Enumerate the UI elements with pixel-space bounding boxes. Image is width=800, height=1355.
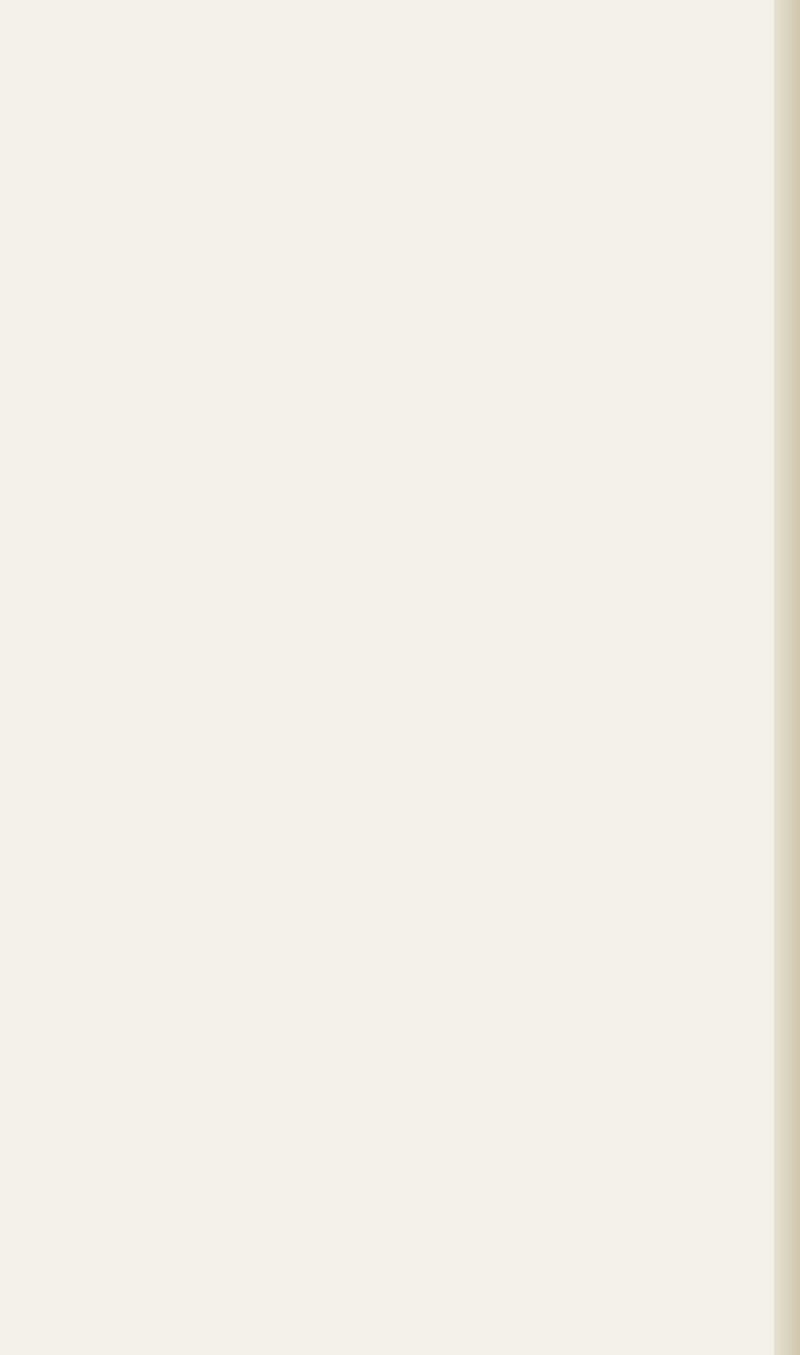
page-header bbox=[64, 112, 728, 142]
page-edge-shadow bbox=[774, 0, 800, 1355]
toc-page bbox=[64, 112, 728, 190]
